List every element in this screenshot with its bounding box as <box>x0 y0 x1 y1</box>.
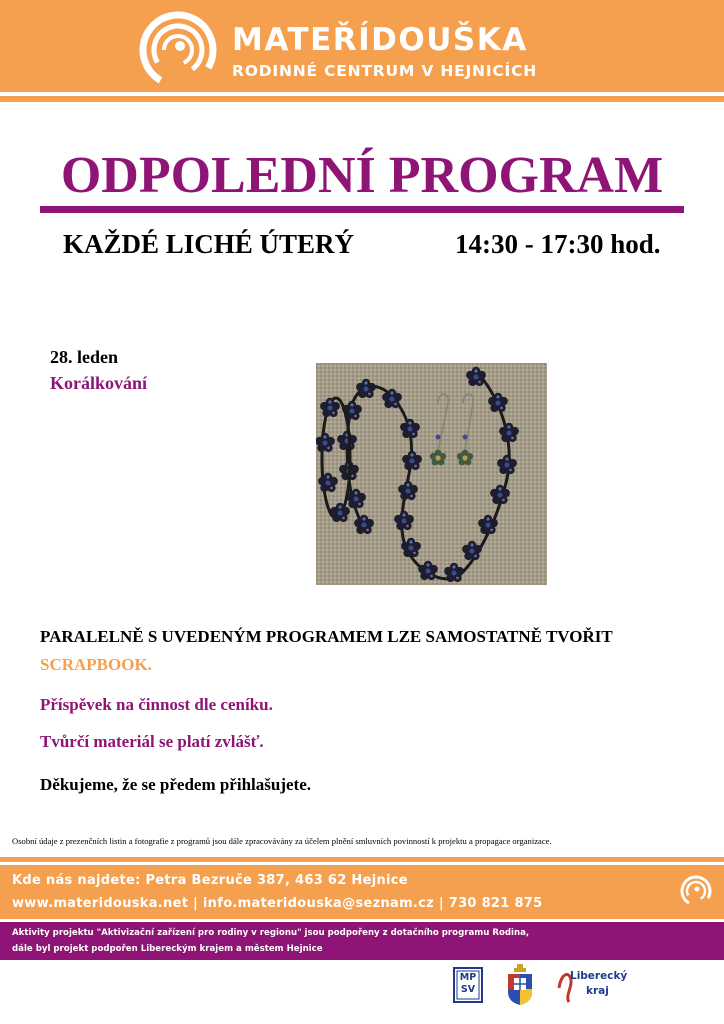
schedule-time: 14:30 - 17:30 hod. <box>455 229 661 259</box>
page-title: ODPOLEDNÍ PROGRAM <box>60 147 664 204</box>
materidouska-logo-icon <box>138 10 218 90</box>
beaded-jewelry-photo <box>316 363 547 585</box>
privacy-note: Osobní údaje z prezenčních listin a fotografie z programů jsou dále zpracovávány za účelem plnění smluvních povinností k projektu a propagace organizace. <box>12 836 552 846</box>
kraj-text-line-2: kraj <box>586 985 609 997</box>
hejnice-crest-icon <box>505 962 535 1006</box>
header-stripe <box>0 96 724 102</box>
kraj-text-line-1: Liberecký <box>570 970 628 982</box>
materidouska-small-logo-icon <box>680 875 712 907</box>
footer-stripe <box>0 857 724 862</box>
material-note: Tvůrčí materiál se platí zvlášť. <box>40 732 264 751</box>
footer-contacts: www.materidouska.net | info.materidouska@seznam.cz | 730 821 875 <box>12 896 543 911</box>
schedule-day: KAŽDÉ LICHÉ ÚTERÝ <box>63 229 355 259</box>
brand-subtitle: RODINNÉ CENTRUM V HEJNICÍCH <box>232 62 538 80</box>
mpsv-text: MP SV <box>459 972 477 995</box>
footer-project-line-2: dále byl projekt podpořen Libereckým krajem a městem Hejnice <box>12 944 323 954</box>
parallel-program-note <box>40 623 680 679</box>
event-date: 28. leden <box>50 347 119 367</box>
title-underline <box>40 206 684 213</box>
parallel-text: PARALELNĚ S UVEDENÝM PROGRAMEM LZE SAMOSTATNĚ TVOŘIT <box>40 627 613 646</box>
brand-name: MATEŘÍDOUŠKA <box>232 22 528 58</box>
event-name: Korálkování <box>50 373 148 393</box>
scrapbook-highlight: SCRAPBOOK. <box>40 655 152 674</box>
footer-project-line-1: Aktivity projektu "Aktivizační zařízení pro rodiny v regionu" jsou podpořeny z dotačního programu Rodina, <box>12 928 530 938</box>
header-divider <box>0 92 724 95</box>
footer-address: Kde nás najdete: Petra Bezruče 387, 463 62 Hejnice <box>12 873 408 888</box>
thanks-note: Děkujeme, že se předem přihlašujete. <box>40 775 311 794</box>
fee-note: Příspěvek na činnost dle ceníku. <box>40 695 273 714</box>
